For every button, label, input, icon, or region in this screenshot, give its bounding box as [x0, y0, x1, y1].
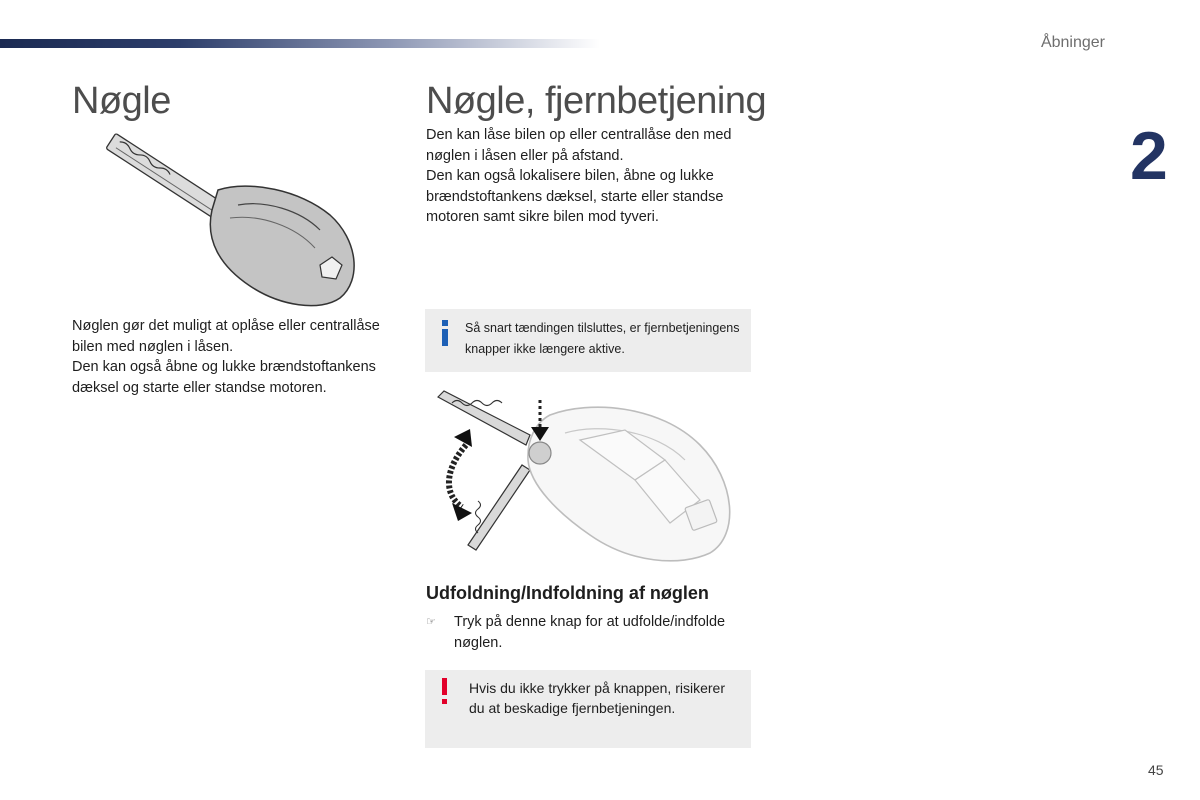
- fold-subheading: Udfoldning/Indfoldning af nøglen: [426, 583, 709, 603]
- fold-instruction-text: Tryk på denne knap for at udfolde/indfolde nøglen.: [454, 614, 726, 651]
- fold-button: [529, 442, 551, 464]
- hand-pointer-icon: ☞: [426, 616, 436, 628]
- remote-description: [426, 125, 756, 228]
- section-label: Åbninger: [1040, 34, 1105, 51]
- key-paragraph-1: Nøglen gør det muligt at oplåse eller centrallåse bilen med nøglen i låsen.: [72, 318, 380, 355]
- warning-icon: [440, 678, 452, 706]
- remote-paragraph-1: Den kan låse bilen op eller centrallåse den med nøglen i låsen eller på afstand.: [426, 127, 732, 164]
- folding-key-illustration: [430, 385, 750, 570]
- rotation-arrow: [449, 429, 472, 521]
- key-blade-folded: [468, 465, 530, 550]
- key-head: [210, 186, 354, 305]
- key-illustration: [100, 130, 370, 315]
- fold-instruction: [426, 612, 756, 654]
- page-title-remote-key: Nøgle, fjernbetjening: [426, 80, 767, 122]
- warning-note-text: Hvis du ikke trykker på knappen, risikerer du at beskadige fjernbetjeningen.: [469, 680, 725, 716]
- key-paragraph-2: Den kan også åbne og lukke brændstoftankens dæksel og starte eller standse motoren.: [72, 359, 376, 396]
- header-gradient-bar: [0, 39, 600, 48]
- page-number: 45: [1148, 762, 1164, 778]
- key-blade: [106, 133, 225, 219]
- key-blade-unfolded: [438, 391, 530, 445]
- warning-note: [425, 670, 751, 748]
- chapter-number: 2: [1130, 118, 1168, 194]
- info-note: [425, 309, 751, 372]
- key-description: [72, 316, 402, 398]
- info-note-text: Så snart tændingen tilsluttes, er fjernbetjeningens knapper ikke længere aktive.: [465, 321, 740, 356]
- remote-body: [528, 407, 730, 561]
- page-title-key: Nøgle: [72, 80, 171, 122]
- info-icon: [439, 319, 451, 345]
- remote-paragraph-2: Den kan også lokalisere bilen, åbne og lukke brændstoftankens dæksel, starte eller standse motoren samt sikre bilen mod tyveri.: [426, 168, 724, 225]
